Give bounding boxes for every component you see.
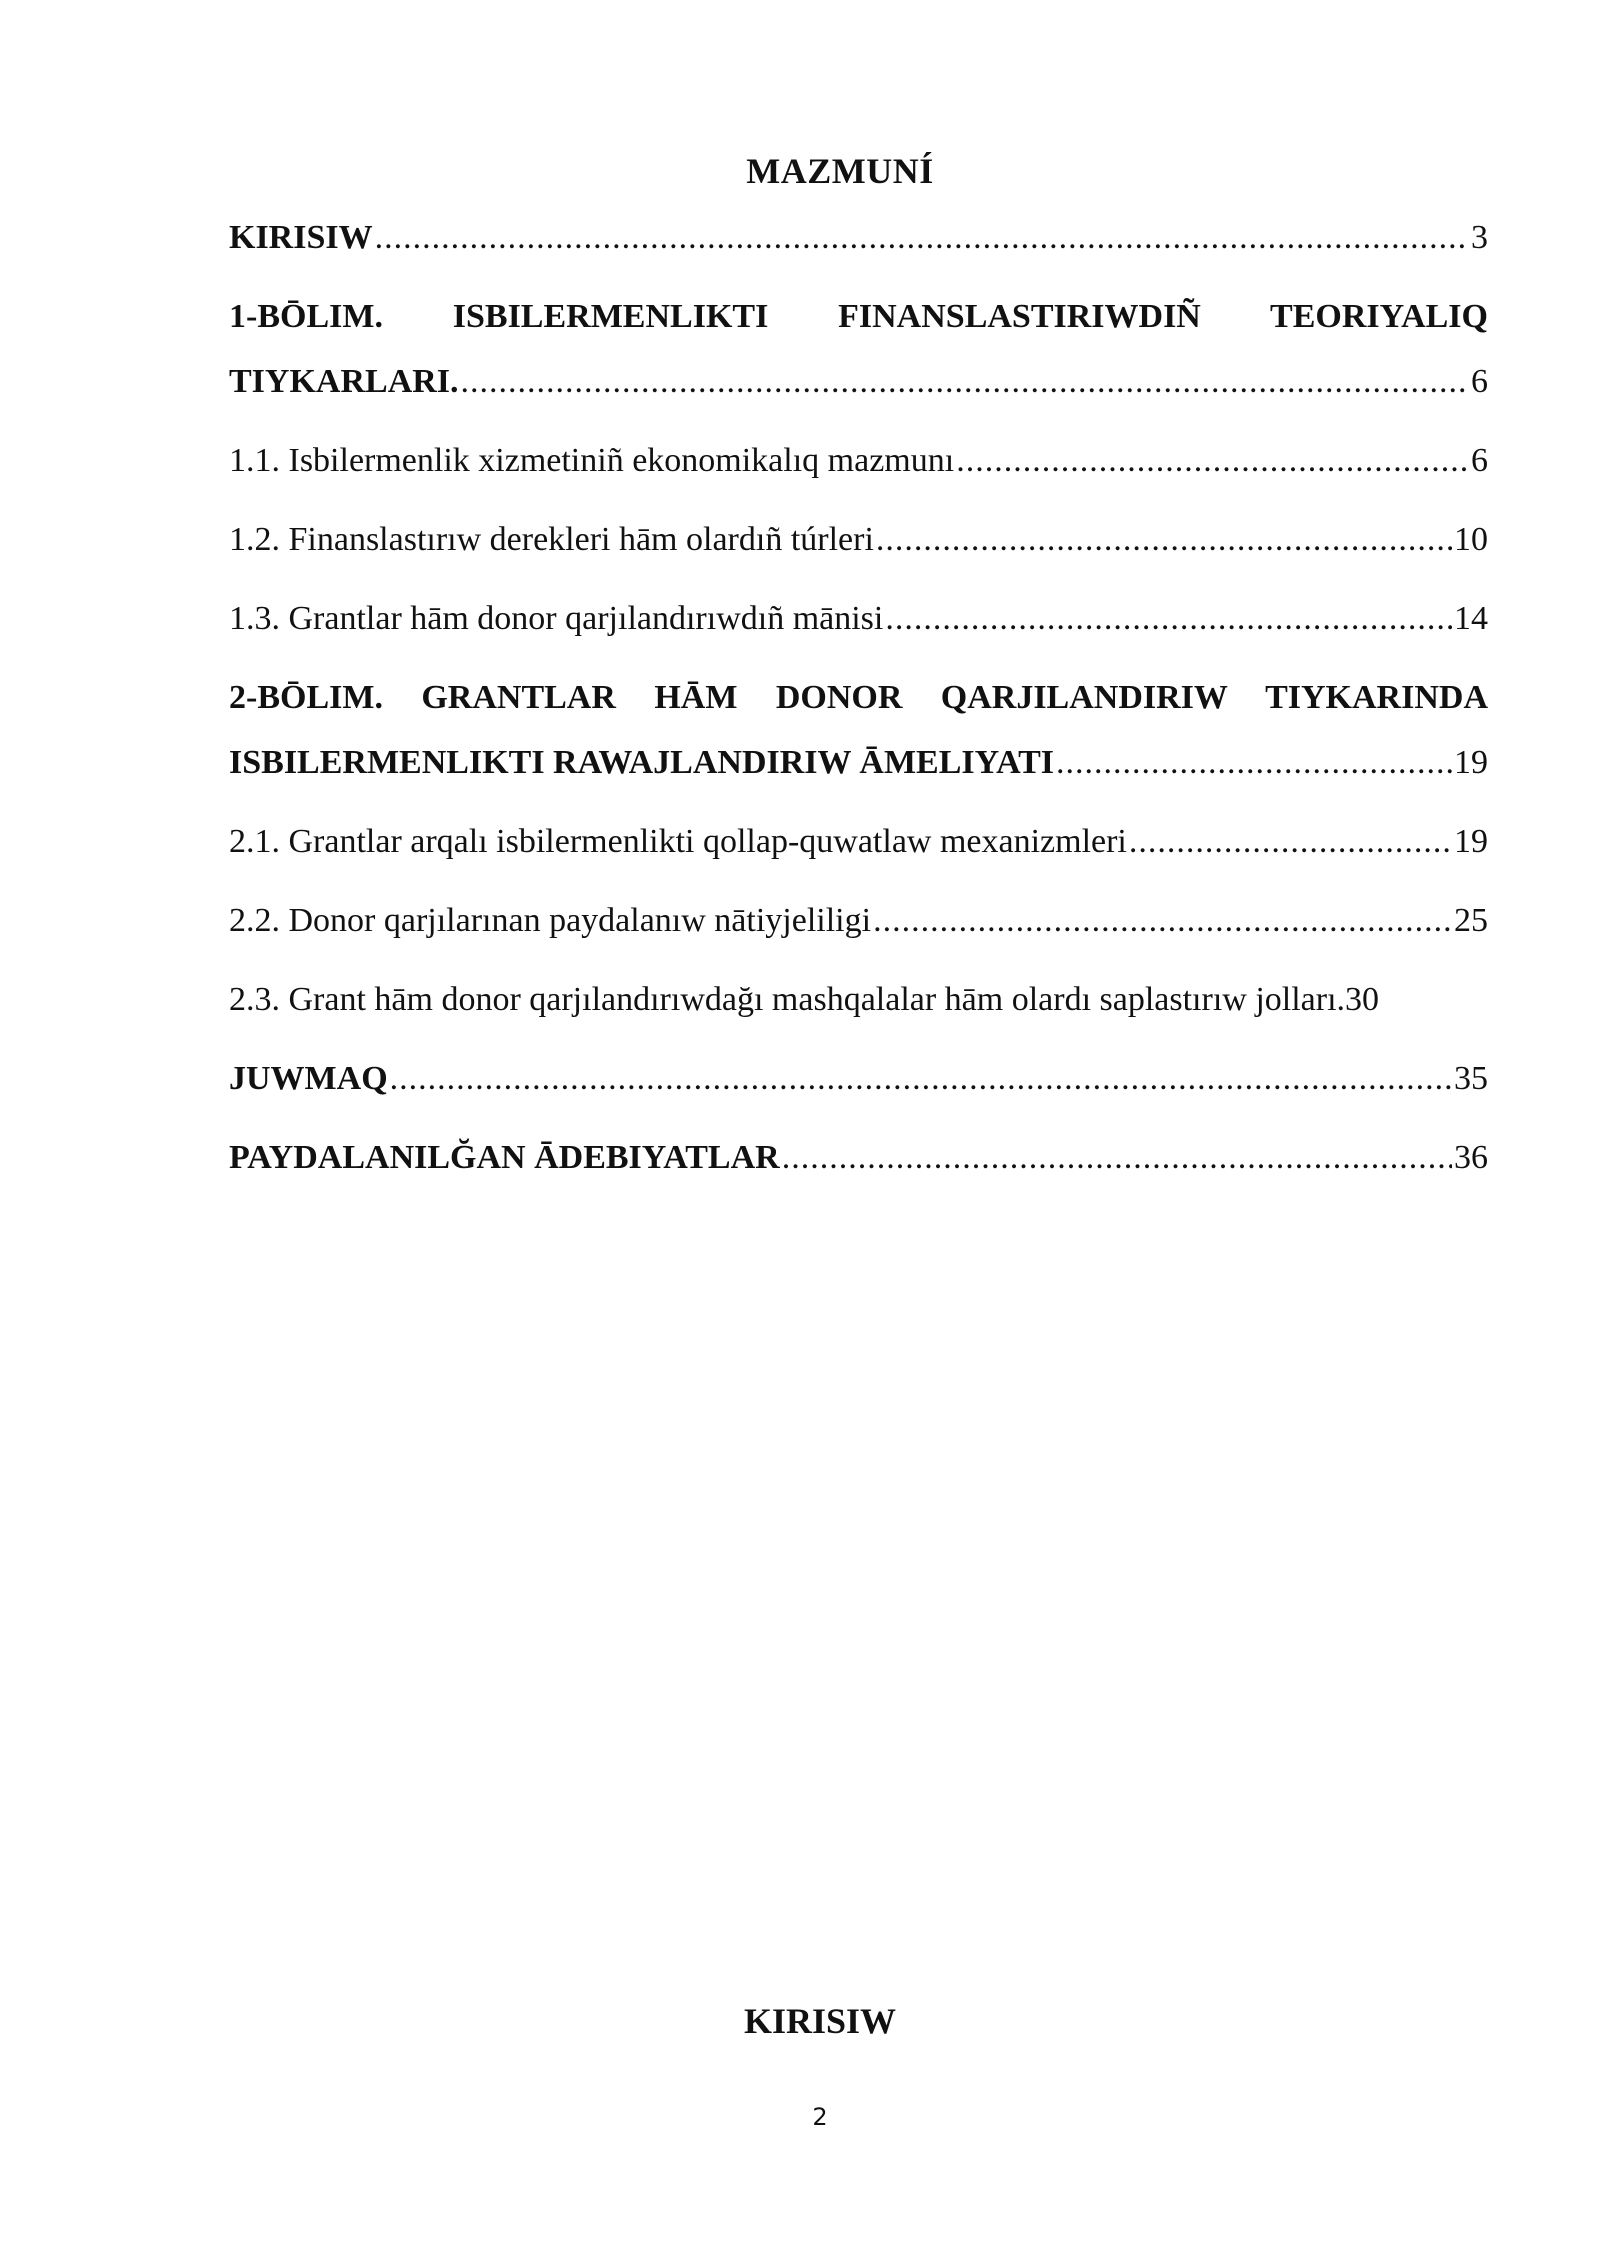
toc-leader-dots [1129, 818, 1452, 866]
toc-entry-chapter-1[interactable] [229, 293, 1488, 406]
toc-entry-page: 25 [1454, 902, 1488, 939]
toc-entry-page: 36 [1454, 1139, 1488, 1176]
toc-entry-page: 19 [1454, 823, 1488, 860]
toc-leader-dots [873, 897, 1452, 945]
toc-entry-label: PAYDALANILĞAN ĀDEBIYATLAR [229, 1139, 780, 1176]
toc-entry-page: 19 [1454, 744, 1488, 781]
toc-entry-page: 14 [1454, 600, 1488, 637]
toc-entry-page: 6 [1471, 442, 1488, 479]
toc-entry-chapter-2[interactable] [229, 674, 1488, 787]
toc-leader-dots [375, 214, 1469, 262]
toc-entry-references[interactable] [229, 1134, 1488, 1182]
toc-entry-section-2-3[interactable] [229, 976, 1519, 1024]
toc-entry-label: 2.2. Donor qarjılarınan paydalanıw nātiyjeliligi [229, 902, 872, 939]
toc-entry-label: 1.1. Isbilermenlik xizmetiniñ ekonomikalıq mazmunı [229, 442, 955, 479]
toc-entry-label: 2.1. Grantlar arqalı isbilermenlikti qollap-quwatlaw mexanizmleri [229, 823, 1127, 860]
toc-entry-section-2-1[interactable] [229, 818, 1488, 866]
toc-entry-label: KIRISIW [229, 219, 373, 256]
toc-leader-dots [1056, 739, 1452, 787]
toc-entry-section-1-1[interactable] [229, 437, 1488, 485]
toc-entry-label-line1: 2-BŌLIM. GRANTLAR HĀM DONOR QARJILANDIRIW TIYKARINDA [229, 679, 1488, 716]
toc-entry-introduction[interactable] [229, 214, 1488, 262]
toc-entry-section-2-2[interactable] [229, 897, 1488, 945]
toc-entry-label: ISBILERMENLIKTI RAWAJLANDIRIW ĀMELIYATI [229, 744, 1055, 781]
toc-title: MAZMUNÍ [746, 151, 934, 191]
toc-entry-label: 2.3. Grant hām donor qarjılandırıwdağı mashqalalar hām olardı saplastırıw jolları. [229, 981, 1346, 1018]
toc-leader-dots [876, 516, 1452, 564]
toc-entry-page: 3 [1471, 219, 1488, 256]
toc-entry-page: 30 [1345, 981, 1380, 1018]
toc-entry-page: 10 [1454, 521, 1488, 558]
toc-entry-conclusion[interactable] [229, 1055, 1488, 1103]
table-of-contents [229, 214, 1488, 1213]
toc-leader-dots [956, 437, 1469, 485]
toc-entry-label: JUWMAQ [229, 1060, 388, 1097]
toc-entry-section-1-3[interactable] [229, 595, 1488, 643]
section-heading: KIRISIW [743, 2001, 897, 2041]
toc-leader-dots [885, 595, 1452, 643]
toc-entry-label: TIYKARLARI. [229, 363, 459, 400]
toc-leader-dots [390, 1055, 1452, 1103]
toc-leader-dots [782, 1134, 1452, 1182]
toc-entry-page: 35 [1454, 1060, 1488, 1097]
page-number: 2 [812, 2103, 828, 2131]
toc-leader-dots [461, 358, 1469, 406]
toc-entry-label-line1: 1-BŌLIM. ISBILERMENLIKTI FINANSLASTIRIWDIÑ TEORIYALIQ [229, 298, 1488, 335]
toc-entry-page: 6 [1471, 363, 1488, 400]
toc-entry-section-1-2[interactable] [229, 516, 1488, 564]
toc-entry-label: 1.3. Grantlar hām donor qarjılandırıwdıñ mānisi [229, 600, 884, 637]
toc-entry-label: 1.2. Finanslastırıw derekleri hām olardıñ túrleri [229, 521, 874, 558]
